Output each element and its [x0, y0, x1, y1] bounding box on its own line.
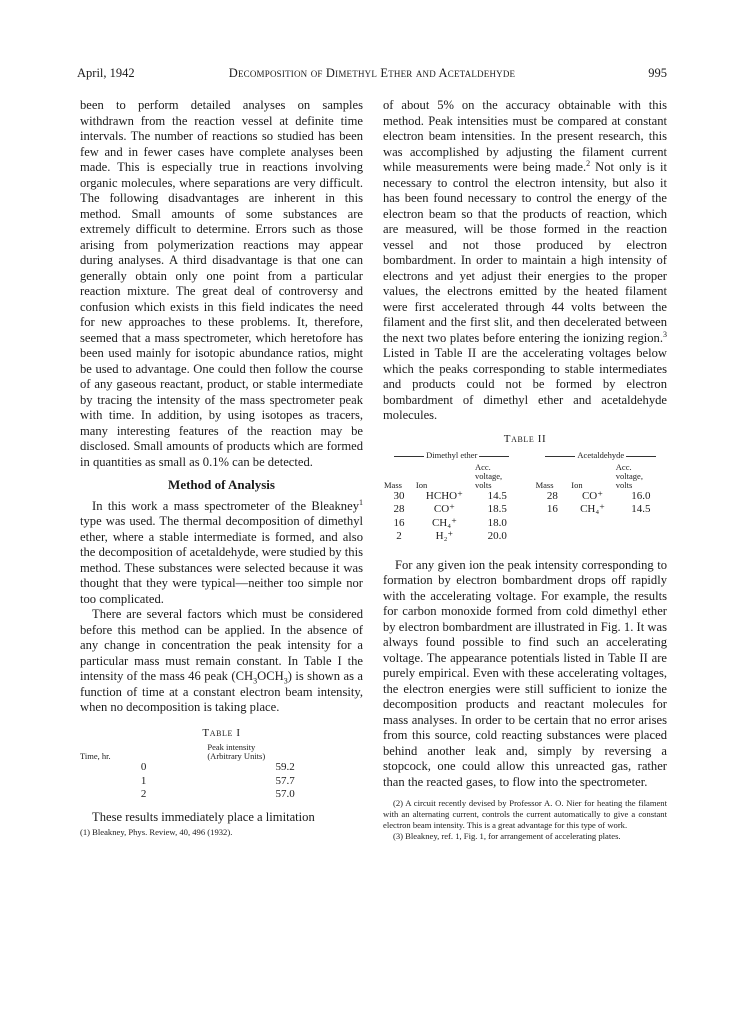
left-column — [80, 98, 363, 838]
footnote-ref: 3 — [663, 329, 667, 339]
table-row: 1 57.7 — [140, 774, 295, 787]
header-date: April, 1942 — [77, 66, 135, 80]
table-row: 28 CO⁺ 18.5 16 CH₄⁺ 14.5 — [393, 503, 651, 515]
footnotes — [383, 798, 667, 842]
footnote-ref: 2 — [586, 158, 591, 168]
table-2-group-dimethyl-ether: Dimethyl ether — [383, 449, 521, 463]
table-1-title: Table I — [202, 726, 241, 739]
table-row: 2 57.0 — [140, 788, 295, 800]
table-row: 16 CH₄⁺ 18.0 — [393, 516, 507, 529]
paragraph: been to perform detailed analyses on samples withdrawn from the reaction vessel at definite time intervals. The number of reactions so studied has been few and in fewer cases have complete analyses been made. This is especially true in reactions involving organic molecules, where separations are very difficult. The following disadvantages are inherent in this method. Small amounts of some substances are extremely difficult to determine. Errors such as those arising from polymerization reactions may appear during analyses. A third disadvantage is that one can generally obtain only one point from a particular reaction mixture. The great deal of controversy and confusion which exists in this field indicates the need for new approaches to these problems. It, therefore, seemed that a mass spectrometer, which heretofore has been used mainly for isotopic abundance ratios, might be used to advantage. One could then follow the course of any gaseous reactant, product, or stable intermediate by tracing the intensity of the mass spectrometer peak with time. In addition, by using isotopes as tracers, many interesting features of the reaction may be disclosed. Small amounts of products which are formed in quantities as small as 0.1% can be detected. — [80, 98, 363, 469]
table-row: 30 HCHO⁺ 14.5 28 CO⁺ 16.0 — [393, 489, 651, 502]
paragraph: of about 5% on the accuracy obtainable with this method. Peak intensities must be compared at constant electron beam intensities. In the present research, this was accomplished by adjusting the filament current while measurements were being made.$^2$ Not only is it necessary to control the electron intensity, but also it has been found necessary to control the energy of the electron beam so that the products of reaction, which are measured, will be those formed in the reaction vessel and not those produced by electron bombardment. In order to maintain a high intensity of electrons and yet adjust their energies to the proper values, the electrons emitted by the heated filament were first accelerated through 44 volts between the filament and the first slit, and then decelerated between the next two plates before entering the ionizing region.$^3$ Listed in Table II are the accelerating voltages below which the peaks corresponding to stable intermediates and products could not be formed by electron bombardment of dimethyl ether and acetaldehyde molecules. — [383, 98, 667, 422]
footnote-1: (1) Bleakney, Phys. Review, 40, 496 (1932). — [80, 827, 233, 837]
section-heading: Method of Analysis — [168, 477, 275, 492]
table-1-header-time: Time, hr. — [80, 751, 111, 761]
page-number: 995 — [648, 66, 667, 80]
footnote-2: (2) A circuit recently devised by Professor A. O. Nier for heating the filament with an alternating current, controls the current automatically to give a constant electron beam intensity. This is a great advantage for this type of work. — [383, 798, 667, 830]
header-title: Decomposition of Dimethyl Ether and Acetaldehyde — [228, 66, 516, 80]
table-2-group-acetaldehyde: Acetaldehyde — [535, 449, 667, 463]
table-2-title: Table II — [503, 432, 547, 445]
paragraph: There are several factors which must be considered before this method can be applied. In the absence of any change in concentration the peak intensity for a particular mass must remain constant. In Table I the intensity of the mass 46 peak $(CH_3OCH_3)$ is shown as a function of time at a constant electron beam intensity, when no decomposition is taking place. — [80, 607, 364, 714]
table-2: Dimethyl ether Acetaldehyde Mass Ion Acc. voltage, volts Mass Ion Acc. voltage, volts 30 HCHO⁺ 14.5 28 CO⁺ 16.0 28 CO⁺ 18.5 16 CH₄⁺ 14.5 16 CH₄⁺ 18.0 2 H₂⁺ 20.0 — [383, 449, 667, 544]
footnote-ref: 1 — [359, 497, 363, 507]
paragraph: For any given ion the peak intensity corresponding to formation by electron bombardment drops off rapidly with the accelerating voltage. For example, the results for carbon monoxide formed from cold dimethyl ether by electron bombardment are illustrated in Fig. 1. It was always found possible to find such an accelerating voltage. The appearance potentials listed in Table II are purely empirical. Even with these accelerating voltages, the electron energies were still sufficient to ionize the decomposition products and reactant molecules for mass analyses. In order to be certain that no error arises from this source, cold reacting substances were placed behind another leak and, simply by reversing a stopcock, one could allow this unreacted gas, rather than the reacted gases, to flow into the spectrometer. — [383, 557, 667, 789]
paragraph: These results immediately place a limitation — [92, 809, 315, 824]
paragraph: In this work a mass spectrometer of the Bleakney$^1$ type was used. The thermal decomposition of dimethyl ether, where a stable intermediate is formed, and also the decomposition of acetaldehyde, were studied by this method. These substances were selected because it was thought that they were typical—neither too simple nor too complicated. — [80, 497, 363, 606]
table-1-header-intensity: Peak intensity (Arbitrary Units) — [207, 742, 266, 761]
table-1 — [80, 743, 363, 802]
right-column — [383, 98, 667, 842]
table-row: 2 H₂⁺ 20.0 — [396, 530, 507, 542]
running-header — [77, 66, 667, 84]
table-row: 0 59.2 — [140, 761, 295, 773]
footnote-3: (3) Bleakney, ref. 1, Fig. 1, for arrangement of accelerating plates. — [393, 831, 621, 841]
